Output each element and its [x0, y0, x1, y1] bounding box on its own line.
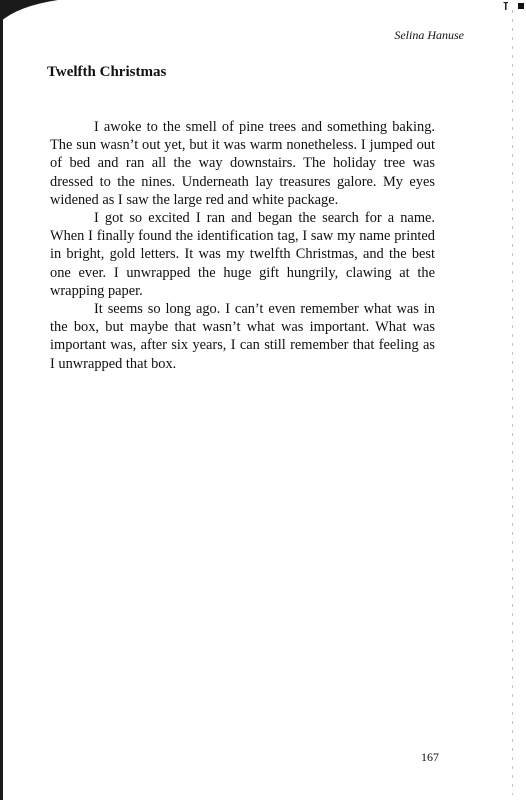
paragraph: I awoke to the smell of pine trees and something baking. The sun wasn’t out yet, but it was warm nonetheless. I jumped out of bed and ran all the way downstairs. The holiday tree was dressed to the nines. Underneath lay treasures galore. My eyes widened as I saw the large red and white package.	[50, 119, 435, 208]
story-body	[50, 118, 435, 373]
scan-edge-right	[512, 10, 513, 795]
scan-corner-curve	[0, 0, 60, 30]
scan-edge-left	[0, 0, 3, 800]
running-head-author: Selina Hanuse	[394, 28, 464, 42]
page-number: 167	[421, 750, 439, 764]
paragraph: It seems so long ago. I can’t even remember what was in the box, but maybe that wasn’t what was important. What was important was, after six years, I can still remember that feeling as I unwrapped that box.	[50, 301, 435, 372]
paragraph: I got so excited I ran and began the search for a name. When I finally found the identification tag, I saw my name printed in bright, gold letters. It was my twelfth Christmas, and the best one ever. I unwrapped the huge gift hungrily, clawing at the wrapping paper.	[50, 210, 435, 299]
scan-mark-top-right	[500, 0, 526, 14]
story-title: Twelfth Christmas	[47, 64, 167, 80]
